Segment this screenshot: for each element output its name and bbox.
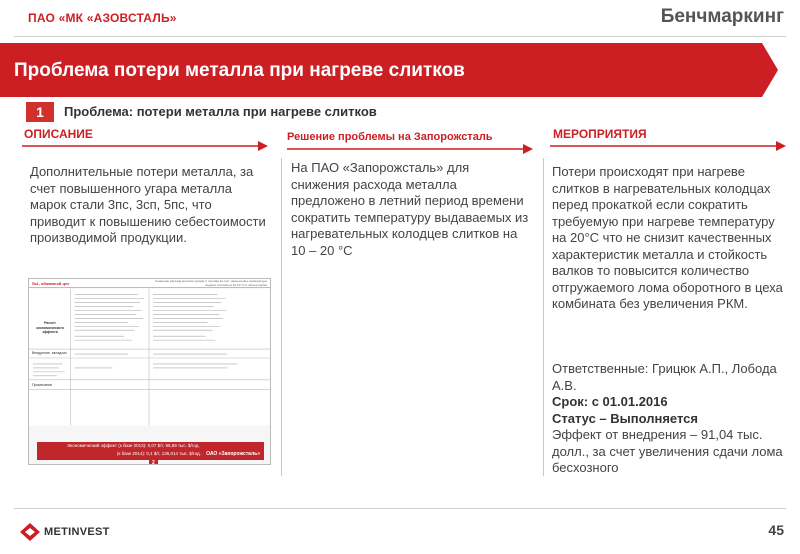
- doc-header: [29, 279, 270, 288]
- status: Статус – Выполняется: [552, 410, 698, 426]
- doc-header-title: №1, обжимной цех: [32, 281, 70, 286]
- doc-header-note: Снижение расхода металла (угара) и топлива за счет уменьшения температуры выдачи слитков на 10-20 °С в летнее время: [154, 279, 267, 287]
- doc-row-label-3: Примечание: [32, 383, 53, 387]
- metinvest-logo-icon: [20, 523, 40, 541]
- company-name: ПАО «МК «АЗОВСТАЛЬ»: [28, 11, 177, 25]
- description-arrow: [22, 140, 268, 152]
- responsible-block: [552, 361, 788, 477]
- doc-section-label: Расчет экономического эффекта: [36, 321, 64, 334]
- measures-label: МЕРОПРИЯТИЯ: [553, 127, 647, 141]
- doc-page-number: 2: [149, 460, 158, 465]
- doc-economic-effect-bar: [37, 442, 264, 460]
- responsible-persons: Ответственные: Грицюк А.П., Лобода А.В.: [552, 361, 777, 393]
- doc-effect-line-1: Экономический эффект (к базе 2013): 0,07 $/т, 95,89 тыс. $/год.: [67, 443, 200, 448]
- top-divider: [14, 36, 786, 37]
- section-title: Бенчмаркинг: [660, 6, 784, 27]
- doc-row-label-1: Внедрение, вкладчик: [32, 351, 67, 355]
- title-banner: [0, 43, 780, 97]
- doc-org-name: ОАО «Запорожсталь»: [206, 451, 260, 457]
- banner-title: Проблема потери металла при нагреве слитков: [14, 60, 465, 81]
- column-divider-left: [281, 158, 282, 476]
- logo-text: METINVEST: [44, 526, 110, 538]
- solution-label: Решение проблемы на Запорожсталь: [287, 131, 493, 143]
- solution-arrow: [287, 143, 533, 155]
- measures-arrow: [550, 140, 786, 152]
- doc-effect-line-2: (к базе 2014): 0,1 $/т, 136,014 тыс. $/год.: [117, 451, 201, 456]
- document-thumbnail[interactable]: [28, 278, 271, 465]
- measures-text: Потери происходят при нагреве слитков в нагревательных колодцах перед прокаткой если сократить требуемую при нагреве температуру на 20°С что не снизит качественных характеристик металла и стойкость валков то повысится количество отгружаемого лома оборотного в цеха комбината без увеличения РКМ.: [552, 164, 783, 311]
- implementation-effect: Эффект от внедрения – 91,04 тыс. долл., за счет увеличения сдачи лома бесхозного: [552, 427, 783, 475]
- solution-text: На ПАО «Запорожсталь» для снижения расхода металла предложено в летний период времени сократить температуру выдаваемых из нагревательных колодцев слитков на 10 – 20 °С: [291, 160, 529, 258]
- doc-table-grid: [29, 288, 270, 426]
- description-text: Дополнительные потери металла, за счет повышенного угара металла марок стали 3пс, 3сп, 5пс, что приводит к повышению себестоимости производимой продукции.: [30, 164, 266, 245]
- problem-title: Проблема: потери металла при нагреве слитков: [64, 104, 377, 119]
- column-divider-right: [543, 158, 544, 476]
- page-number: 45: [768, 522, 784, 538]
- problem-number-badge: 1: [26, 102, 54, 122]
- description-label: ОПИСАНИЕ: [24, 127, 93, 141]
- deadline: Срок: с 01.01.2016: [552, 394, 668, 409]
- bottom-divider: [14, 508, 786, 509]
